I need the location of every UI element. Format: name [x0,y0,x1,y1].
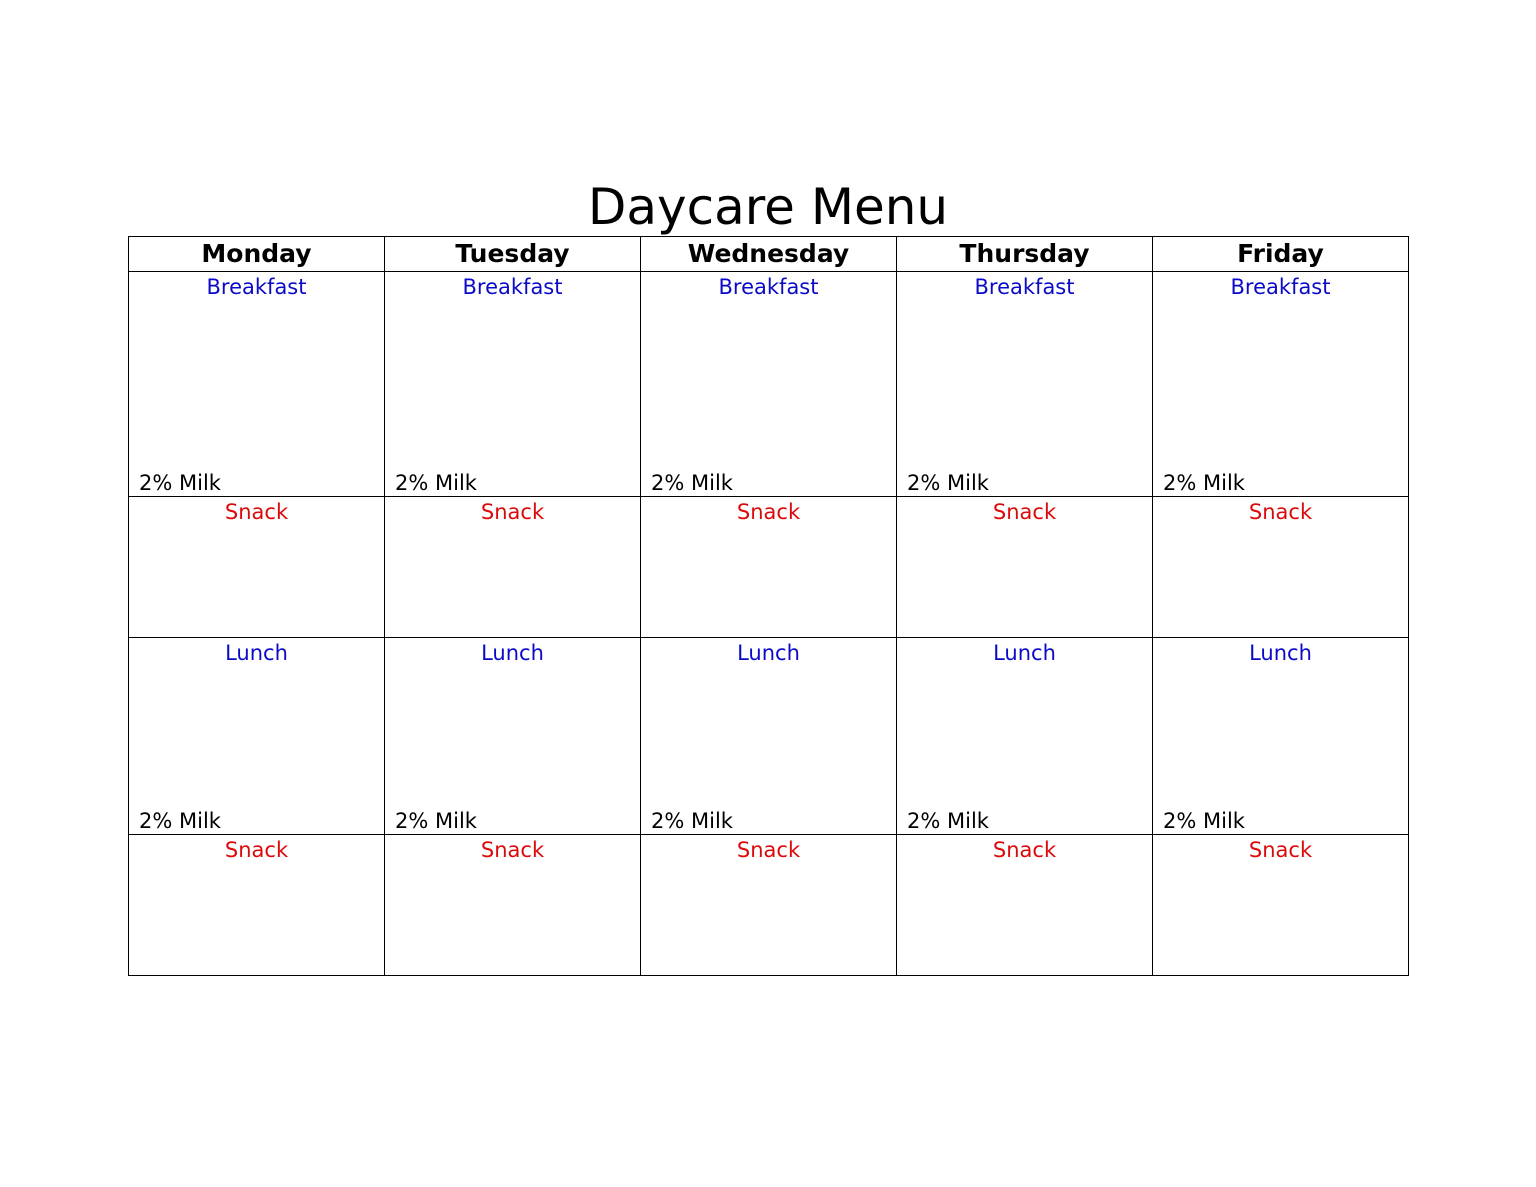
milk-label: 2% Milk [907,471,989,495]
lunch-cell-friday[interactable] [1153,638,1409,835]
milk-label: 2% Milk [651,471,733,495]
lunch-row [129,638,1409,835]
snack-cell-friday[interactable] [1153,835,1409,976]
breakfast-label: Breakfast [718,275,819,299]
breakfast-cell-friday[interactable] [1153,272,1409,497]
milk-label: 2% Milk [1163,809,1245,833]
breakfast-label: Breakfast [206,275,307,299]
day-header-row [129,237,1409,272]
afternoon-snack-row [129,835,1409,976]
snack-label: Snack [992,838,1057,862]
lunch-label: Lunch [993,641,1056,665]
page-title: Daycare Menu [587,178,949,236]
snack-cell-tuesday[interactable] [385,497,641,638]
snack-label: Snack [480,500,545,524]
snack-cell-monday[interactable] [129,835,385,976]
lunch-cell-monday[interactable] [129,638,385,835]
day-header-monday: Monday [129,237,385,272]
milk-label: 2% Milk [395,809,477,833]
lunch-label: Lunch [481,641,544,665]
snack-cell-monday[interactable] [129,497,385,638]
snack-cell-wednesday[interactable] [641,497,897,638]
menu-table [128,236,1409,976]
breakfast-label: Breakfast [1230,275,1331,299]
day-header-tuesday: Tuesday [385,237,641,272]
breakfast-label: Breakfast [462,275,563,299]
breakfast-row [129,272,1409,497]
lunch-label: Lunch [225,641,288,665]
breakfast-cell-wednesday[interactable] [641,272,897,497]
snack-label: Snack [480,838,545,862]
milk-label: 2% Milk [1163,471,1245,495]
snack-label: Snack [224,500,289,524]
morning-snack-row [129,497,1409,638]
snack-cell-tuesday[interactable] [385,835,641,976]
milk-label: 2% Milk [139,809,221,833]
lunch-cell-thursday[interactable] [897,638,1153,835]
snack-label: Snack [736,500,801,524]
day-header-friday: Friday [1153,237,1409,272]
snack-cell-friday[interactable] [1153,497,1409,638]
breakfast-cell-monday[interactable] [129,272,385,497]
lunch-label: Lunch [1249,641,1312,665]
day-header-thursday: Thursday [897,237,1153,272]
day-header-wednesday: Wednesday [641,237,897,272]
milk-label: 2% Milk [139,471,221,495]
breakfast-cell-tuesday[interactable] [385,272,641,497]
snack-cell-thursday[interactable] [897,835,1153,976]
breakfast-cell-thursday[interactable] [897,272,1153,497]
snack-label: Snack [992,500,1057,524]
milk-label: 2% Milk [395,471,477,495]
snack-cell-thursday[interactable] [897,497,1153,638]
snack-label: Snack [1248,838,1313,862]
lunch-cell-wednesday[interactable] [641,638,897,835]
milk-label: 2% Milk [651,809,733,833]
snack-label: Snack [1248,500,1313,524]
snack-label: Snack [224,838,289,862]
snack-label: Snack [736,838,801,862]
lunch-label: Lunch [737,641,800,665]
milk-label: 2% Milk [907,809,989,833]
snack-cell-wednesday[interactable] [641,835,897,976]
breakfast-label: Breakfast [974,275,1075,299]
lunch-cell-tuesday[interactable] [385,638,641,835]
